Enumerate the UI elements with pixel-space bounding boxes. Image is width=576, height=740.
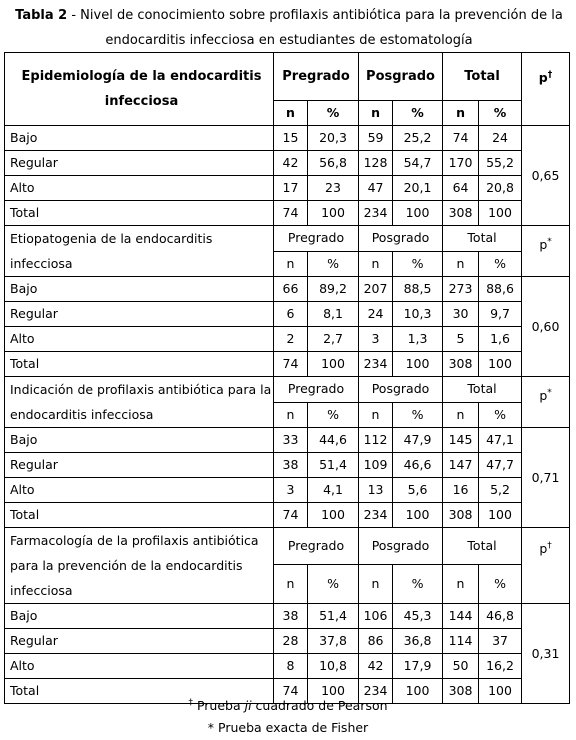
cell-value: 5 [443, 327, 479, 352]
section-header-row [5, 53, 570, 101]
cell-value: 56,8 [308, 151, 359, 176]
n-header: n [443, 101, 479, 126]
cell-value: 234 [359, 679, 393, 704]
cell-value: 54,7 [393, 151, 443, 176]
group-pregrado: Pregrado [274, 528, 359, 565]
row-label: Bajo [5, 428, 274, 453]
cell-value: 25,2 [393, 126, 443, 151]
n-header: n [359, 101, 393, 126]
section-header-row [5, 226, 570, 252]
pct-header: % [479, 402, 522, 428]
cell-value: 74 [274, 352, 308, 377]
section-header-row [5, 377, 570, 403]
cell-value: 30 [443, 302, 479, 327]
cell-value: 170 [443, 151, 479, 176]
row-label: Regular [5, 302, 274, 327]
cell-value: 100 [393, 503, 443, 528]
cell-value: 234 [359, 201, 393, 226]
cell-value: 106 [359, 604, 393, 629]
table-row [5, 453, 570, 478]
cell-value: 128 [359, 151, 393, 176]
cell-value: 74 [274, 201, 308, 226]
cell-value: 45,3 [393, 604, 443, 629]
row-label: Alto [5, 478, 274, 503]
cell-value: 234 [359, 503, 393, 528]
cell-value: 42 [274, 151, 308, 176]
group-pregrado: Pregrado [274, 377, 359, 403]
cell-value: 38 [274, 604, 308, 629]
cell-value: 64 [443, 176, 479, 201]
row-label: Alto [5, 327, 274, 352]
cell-value: 51,4 [308, 604, 359, 629]
pct-header: % [308, 101, 359, 126]
cell-value: 100 [393, 679, 443, 704]
cell-value: 100 [308, 503, 359, 528]
n-header: n [359, 565, 393, 604]
cell-value: 20,1 [393, 176, 443, 201]
cell-value: 100 [308, 201, 359, 226]
cell-value: 3 [274, 478, 308, 503]
section-title: Etiopatogenia de la endocarditis infecciosa [5, 226, 274, 277]
cell-value: 3 [359, 327, 393, 352]
cell-value: 100 [479, 352, 522, 377]
cell-value: 144 [443, 604, 479, 629]
p-label: p† [522, 53, 570, 126]
table-row [5, 126, 570, 151]
cell-value: 17 [274, 176, 308, 201]
table-row [5, 302, 570, 327]
pct-header: % [393, 402, 443, 428]
p-label: p* [522, 377, 570, 428]
cell-value: 17,9 [393, 654, 443, 679]
cell-value: 10,3 [393, 302, 443, 327]
table-row [5, 151, 570, 176]
group-total: Total [443, 377, 522, 403]
cell-value: 1,6 [479, 327, 522, 352]
cell-value: 100 [308, 352, 359, 377]
knowledge-table [4, 52, 570, 704]
cell-value: 47,7 [479, 453, 522, 478]
footnote-pearson: † Prueba ji cuadrado de Pearson [188, 698, 388, 714]
cell-value: 38 [274, 453, 308, 478]
section-title: Farmacología de la profilaxis antibiótica para la prevención de la endocarditis infecciosa [5, 528, 274, 604]
p-value: 0,60 [522, 277, 570, 377]
group-posgrado: Posgrado [359, 226, 443, 252]
footnote-symbol: * [207, 720, 215, 735]
cell-value: 8,1 [308, 302, 359, 327]
cell-value: 44,6 [308, 428, 359, 453]
cell-value: 273 [443, 277, 479, 302]
cell-value: 47 [359, 176, 393, 201]
cell-value: 15 [274, 126, 308, 151]
pct-header: % [308, 565, 359, 604]
cell-value: 47,1 [479, 428, 522, 453]
row-label: Total [5, 679, 274, 704]
n-header: n [443, 251, 479, 277]
cell-value: 112 [359, 428, 393, 453]
footnote-symbol: † [188, 698, 193, 708]
cell-value: 74 [274, 503, 308, 528]
n-header: n [443, 402, 479, 428]
caption-label: Tabla 2 [15, 8, 68, 23]
cell-value: 147 [443, 453, 479, 478]
table-row [5, 428, 570, 453]
cell-value: 37 [479, 629, 522, 654]
cell-value: 4,1 [308, 478, 359, 503]
cell-value: 16 [443, 478, 479, 503]
cell-value: 33 [274, 428, 308, 453]
n-header: n [359, 402, 393, 428]
n-header: n [359, 251, 393, 277]
row-label: Alto [5, 176, 274, 201]
table-row [5, 327, 570, 352]
group-total: Total [443, 528, 522, 565]
pct-header: % [479, 251, 522, 277]
cell-value: 9,7 [479, 302, 522, 327]
cell-value: 100 [393, 352, 443, 377]
cell-value: 36,8 [393, 629, 443, 654]
row-label: Alto [5, 654, 274, 679]
group-total: Total [443, 226, 522, 252]
cell-value: 308 [443, 679, 479, 704]
group-posgrado: Posgrado [359, 377, 443, 403]
group-posgrado: Posgrado [359, 528, 443, 565]
pct-header: % [479, 565, 522, 604]
table-row [5, 277, 570, 302]
row-label: Regular [5, 453, 274, 478]
cell-value: 66 [274, 277, 308, 302]
table-caption [6, 3, 572, 53]
p-value: 0,65 [522, 126, 570, 226]
section-title: Epidemiología de la endocarditis infecciosa [5, 53, 274, 126]
cell-value: 234 [359, 352, 393, 377]
p-label: p† [522, 528, 570, 604]
cell-value: 20,3 [308, 126, 359, 151]
footnote-fisher: * Prueba exacta de Fisher [207, 720, 369, 735]
pct-header: % [393, 565, 443, 604]
pct-header: % [393, 251, 443, 277]
row-label: Bajo [5, 277, 274, 302]
cell-value: 51,4 [308, 453, 359, 478]
table-row [5, 352, 570, 377]
cell-value: 100 [308, 679, 359, 704]
row-label: Regular [5, 151, 274, 176]
cell-value: 100 [479, 679, 522, 704]
cell-value: 2 [274, 327, 308, 352]
n-header: n [443, 565, 479, 604]
cell-value: 100 [393, 201, 443, 226]
cell-value: 5,2 [479, 478, 522, 503]
table-row [5, 654, 570, 679]
cell-value: 114 [443, 629, 479, 654]
cell-value: 24 [479, 126, 522, 151]
row-label: Regular [5, 629, 274, 654]
table-row [5, 503, 570, 528]
cell-value: 100 [479, 201, 522, 226]
cell-value: 308 [443, 352, 479, 377]
cell-value: 37,8 [308, 629, 359, 654]
cell-value: 50 [443, 654, 479, 679]
cell-value: 28 [274, 629, 308, 654]
p-value: 0,31 [522, 604, 570, 704]
cell-value: 100 [479, 503, 522, 528]
n-header: n [274, 402, 308, 428]
cell-value: 5,6 [393, 478, 443, 503]
p-label: p* [522, 226, 570, 277]
cell-value: 207 [359, 277, 393, 302]
pct-header: % [308, 402, 359, 428]
section-title: Indicación de profilaxis antibiótica para la endocarditis infecciosa [5, 377, 274, 428]
caption-text: - Nivel de conocimiento sobre profilaxis antibiótica para la prevención de la endocarditis infecciosa en estudiantes de estomatología [67, 8, 563, 48]
cell-value: 46,8 [479, 604, 522, 629]
table-row [5, 629, 570, 654]
pct-header: % [308, 251, 359, 277]
cell-value: 24 [359, 302, 393, 327]
cell-value: 1,3 [393, 327, 443, 352]
cell-value: 308 [443, 503, 479, 528]
table-row [5, 604, 570, 629]
group-pregrado: Pregrado [274, 53, 359, 101]
cell-value: 59 [359, 126, 393, 151]
row-label: Total [5, 352, 274, 377]
n-header: n [274, 565, 308, 604]
cell-value: 20,8 [479, 176, 522, 201]
cell-value: 8 [274, 654, 308, 679]
row-label: Bajo [5, 604, 274, 629]
cell-value: 6 [274, 302, 308, 327]
cell-value: 89,2 [308, 277, 359, 302]
n-header: n [274, 251, 308, 277]
group-posgrado: Posgrado [359, 53, 443, 101]
cell-value: 55,2 [479, 151, 522, 176]
section-header-row [5, 528, 570, 565]
cell-value: 74 [274, 679, 308, 704]
cell-value: 86 [359, 629, 393, 654]
group-total: Total [443, 53, 522, 101]
row-label: Bajo [5, 126, 274, 151]
pct-header: % [393, 101, 443, 126]
row-label: Total [5, 503, 274, 528]
cell-value: 10,8 [308, 654, 359, 679]
cell-value: 2,7 [308, 327, 359, 352]
cell-value: 46,6 [393, 453, 443, 478]
cell-value: 42 [359, 654, 393, 679]
p-value: 0,71 [522, 428, 570, 528]
table-row [5, 201, 570, 226]
cell-value: 88,6 [479, 277, 522, 302]
n-header: n [274, 101, 308, 126]
table-row [5, 176, 570, 201]
pct-header: % [479, 101, 522, 126]
cell-value: 23 [308, 176, 359, 201]
cell-value: 109 [359, 453, 393, 478]
row-label: Total [5, 201, 274, 226]
cell-value: 308 [443, 201, 479, 226]
cell-value: 88,5 [393, 277, 443, 302]
cell-value: 47,9 [393, 428, 443, 453]
group-pregrado: Pregrado [274, 226, 359, 252]
table-row [5, 478, 570, 503]
cell-value: 145 [443, 428, 479, 453]
cell-value: 16,2 [479, 654, 522, 679]
cell-value: 13 [359, 478, 393, 503]
cell-value: 74 [443, 126, 479, 151]
